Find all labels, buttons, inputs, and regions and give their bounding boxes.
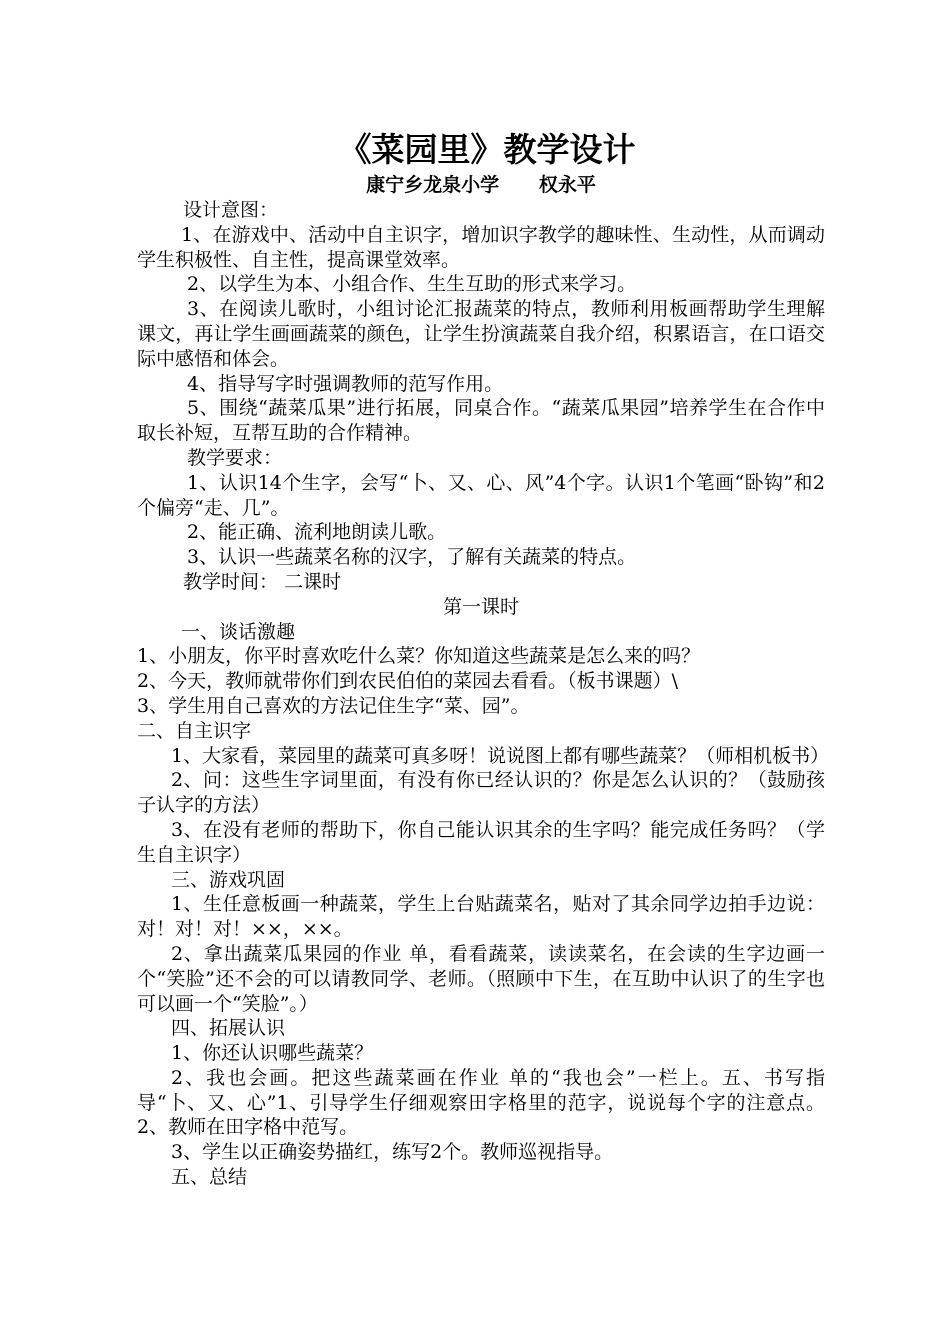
paragraph: 3、在阅读儿歌时，小组讨论汇报蔬菜的特点，教师利用板画帮助学生理解课文，再让学生画画蔬菜的颜色，让学生扮演蔬菜自我介绍，积累语言，在口语交际中感悟和体会。	[137, 298, 825, 370]
paragraph: 二、自主识字	[137, 719, 252, 742]
paragraph: 四、拓展认识	[171, 1017, 286, 1040]
paragraph: 5、围绕“蔬菜瓜果”进行拓展，同桌合作。“蔬菜瓜果园”培养学生在合作中取长补短，互帮互助的合作精神。	[137, 397, 825, 445]
paragraph: 2、能正确、流利地朗读儿歌。	[187, 521, 447, 544]
paragraph: 3、学生以正确姿势描红，练写2个。教师巡视指导。	[171, 1141, 614, 1164]
paragraph: 三、游戏巩固	[171, 868, 286, 891]
paragraph: 1、在游戏中、活动中自主识字，增加识字教学的趣味性、生动性，从而调动学生积极性、自主性，提高课堂效率。	[137, 223, 825, 271]
paragraph: 4、指导写字时强调教师的范写作用。	[187, 372, 504, 395]
paragraph: 3、学生用自己喜欢的方法记住生字“菜、园”。	[137, 694, 530, 717]
paragraph: 1、生任意板画一种蔬菜，学生上台贴蔬菜名，贴对了其余同学边拍手边说：对！对！对！××，××。	[137, 893, 825, 941]
author-line: 康宁乡龙泉小学 权永平	[366, 174, 596, 196]
paragraph: 2、以学生为本、小组合作、生生互助的形式来学习。	[187, 273, 637, 296]
paragraph: 第一课时	[442, 595, 519, 618]
paragraph: 教学要求：	[187, 446, 283, 469]
paragraph: 一、谈话激趣	[181, 620, 296, 643]
document-title: 《菜园里》教学设计	[338, 130, 636, 169]
paragraph: 2、今天，教师就带你们到农民伯伯的菜园去看看。（板书课题）\	[137, 670, 678, 693]
paragraph: 2、问：这些生字词里面，有没有你已经认识的？你是怎么认识的？（鼓励孩子认字的方法）	[137, 769, 825, 817]
paragraph: 2、我也会画。把这些蔬菜画在作业 单的“我也会”一栏上。五、书写指导“卜、又、心”1、引导学生仔细观察田字格里的范字，说说每个字的注意点。2、教师在田字格中范写。	[137, 1066, 825, 1139]
document-body	[137, 198, 830, 1190]
document-page	[137, 128, 830, 1190]
paragraph: 2、拿出蔬菜瓜果园的作业 单，看看蔬菜，读读菜名，在会读的生字边画一个“笑脸”还不会的可以请教同学、老师。（照顾中下生，在互助中认识了的生字也可以画一个“笑脸”。）	[137, 942, 825, 1015]
paragraph: 3、在没有老师的帮助下，你自己能认识其余的生字吗？能完成任务吗？（学生自主识字）	[137, 818, 825, 866]
paragraph: 1、你还认识哪些蔬菜？	[171, 1042, 374, 1065]
paragraph: 1、小朋友，你平时喜欢吃什么菜？你知道这些蔬菜是怎么来的吗？	[137, 645, 701, 668]
paragraph: 1、大家看，菜园里的蔬菜可真多呀！说说图上都有哪些蔬菜？（师相机板书）	[171, 744, 830, 767]
paragraph: 教学时间： 二课时	[183, 570, 342, 593]
paragraph: 3、认识一些蔬菜名称的汉字，了解有关蔬菜的特点。	[187, 546, 637, 569]
paragraph: 1、认识14个生字，会写“卜、又、心、风”4个字。认识1个笔画“卧钩”和2个偏旁“走、几”。	[137, 471, 825, 519]
paragraph: 设计意图：	[183, 199, 279, 221]
paragraph: 五、总结	[171, 1166, 248, 1189]
